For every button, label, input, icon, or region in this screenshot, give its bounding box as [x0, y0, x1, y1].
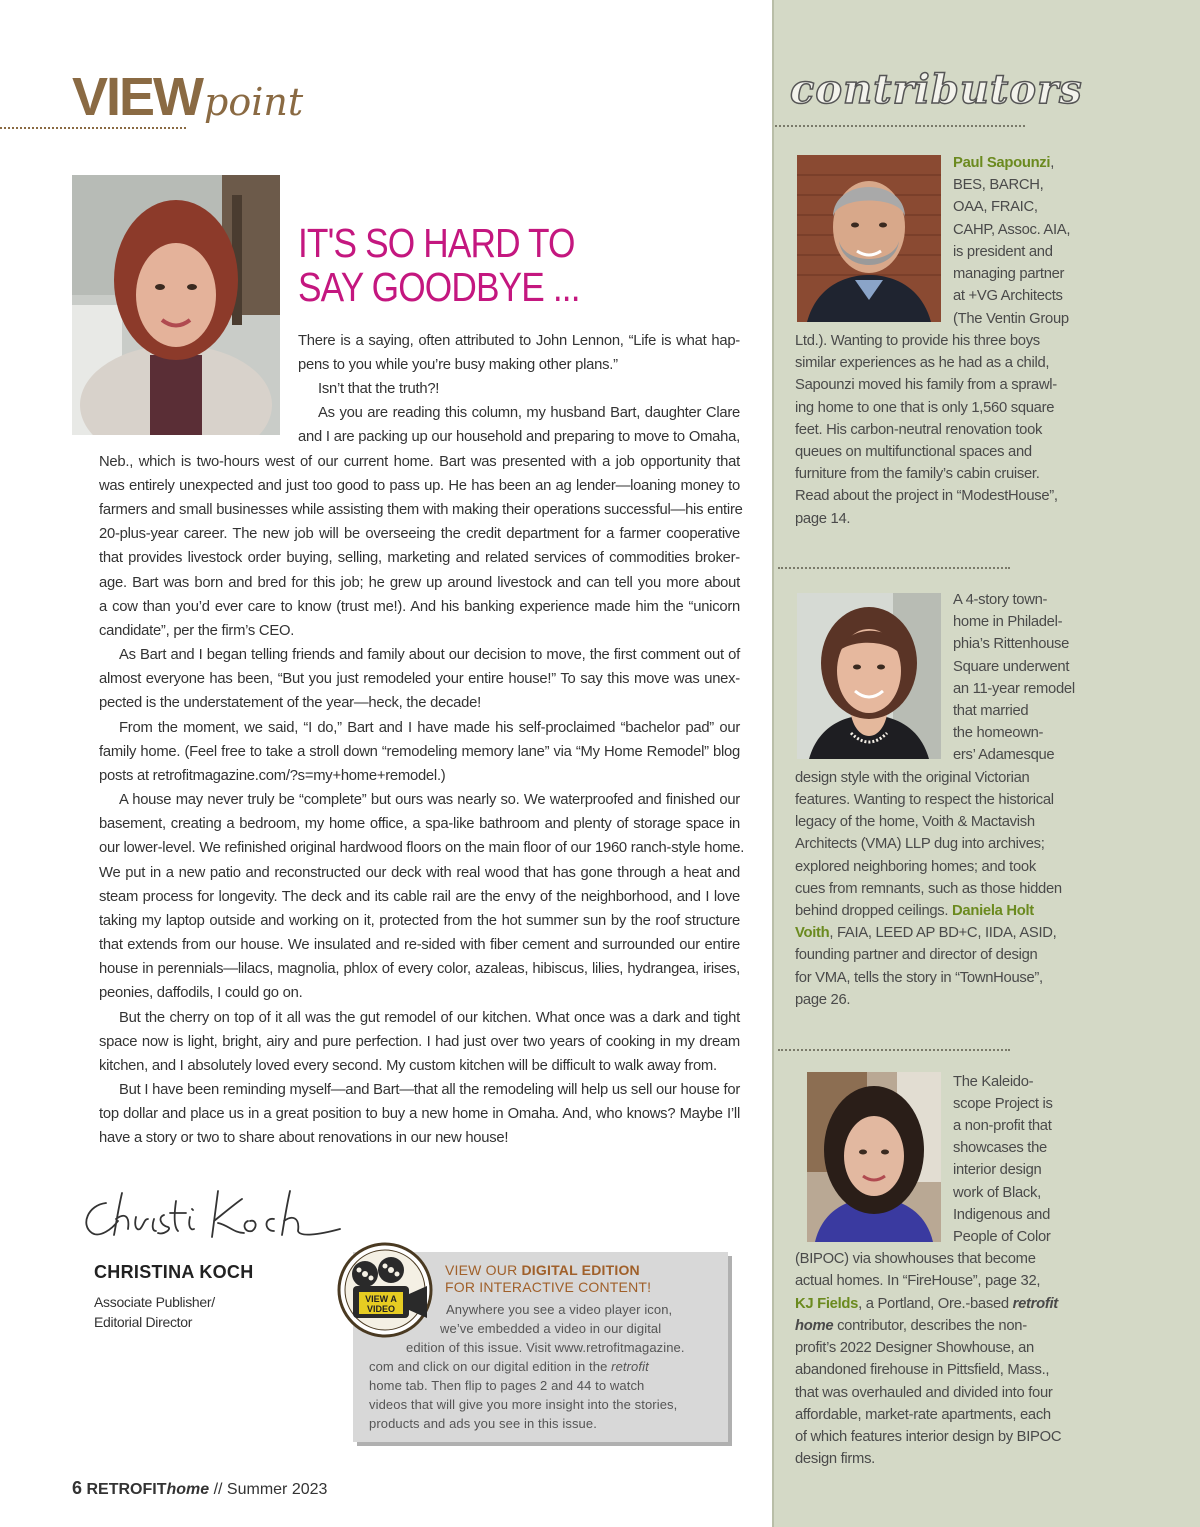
contributor-line-text: contributor, describes the non-	[833, 1318, 1027, 1334]
contributor-line: Ltd.). Wanting to provide his three boys	[795, 333, 1040, 349]
body-line: peonies, daffodils, I could go on.	[99, 985, 303, 1001]
body-line: We put in a new patio and reconstructed our deck with real wood that has gone through a heat and	[99, 865, 740, 881]
body-line: house in perennials—lilacs, magnolia, phlox of every color, azaleas, hibiscus, lilies, hydrangea, irises,	[99, 961, 740, 977]
contributor-line: ing home to one that is only 1,560 square	[795, 400, 1055, 416]
body-line: our lower-level. We refinished original hardwood floors on the main floor of our 1960 ranch-style home.	[99, 840, 745, 856]
body-line: space now is light, bright, airy and pure perfection. I had just over two years of cooking in my dream	[99, 1034, 740, 1050]
contributor-line: Indigenous and	[953, 1207, 1051, 1223]
contributor-photo	[797, 155, 941, 322]
contributor-photo	[807, 1072, 941, 1242]
author-title	[94, 1292, 254, 1332]
body-line: and I are packing up our household and preparing to move to Omaha,	[298, 429, 740, 445]
body-line: steam process for longevity. The deck and its cable rail are the envy of the neighborhood, and I love	[99, 889, 740, 905]
body-line: have a story or two to share about renovations in our new house!	[99, 1130, 509, 1146]
contributor-photo	[797, 593, 941, 759]
promo-line	[369, 1357, 649, 1376]
body-line: that provides livestock order buying, selling, marketing and related services of commodities broker-	[99, 550, 740, 566]
contributor-line: The Kaleido-	[953, 1074, 1034, 1090]
contributor-line: similar experiences as he had as a child,	[795, 355, 1050, 371]
promo-line-italic: retrofit	[611, 1359, 649, 1374]
promo-line: videos that will give you more insight into the stories,	[369, 1397, 678, 1412]
promo-line: products and ads you see in this issue.	[369, 1416, 597, 1431]
divider	[778, 1049, 1010, 1051]
contributor-line: at +VG Architects	[953, 288, 1063, 304]
contributor-line: explored neighboring homes; and took	[795, 859, 1036, 875]
contributor-line	[795, 1315, 1027, 1337]
icon-label: VIEW A	[365, 1294, 397, 1304]
body-line: pected is the understatement of the year—heck, the decade!	[99, 695, 481, 711]
contributor-line: ers’ Adamesque	[953, 747, 1055, 763]
contributor-line: of which features interior design by BIPOC	[795, 1429, 1062, 1445]
contributor-line: Square underwent	[953, 659, 1070, 675]
promo-line: home tab. Then flip to pages 2 and 44 to watch	[369, 1378, 645, 1393]
body-line: 20-plus-year career. The new job will be overseeing the credit department for a farmer cooperative	[99, 526, 740, 542]
body-line: almost everyone has been, “But you just remodeled your entire house!” To say this move was unex-	[99, 671, 740, 687]
contributor-line: page 26.	[795, 992, 851, 1008]
contributor-line: showcases the	[953, 1140, 1047, 1156]
body-line: kitchen, and I absolutely loved every second. My custom kitchen will be difficult to walk away from.	[99, 1058, 717, 1074]
author-name: CHRISTINA KOCH	[94, 1262, 254, 1282]
contributor-name: Paul Sapounzi	[953, 155, 1051, 171]
promo-line-text: com and click on our digital edition in the	[369, 1359, 612, 1374]
promo-heading-text: VIEW OUR	[445, 1262, 522, 1278]
section-header	[72, 66, 303, 128]
body-line: But I have been reminding myself—and Bart—that all the remodeling will help us sell our house for	[119, 1082, 740, 1098]
handwritten-signature	[78, 1185, 348, 1245]
contributors-title: contributors	[790, 66, 1083, 113]
section-title-point: point	[204, 80, 304, 124]
promo-heading-line: FOR INTERACTIVE CONTENT!	[445, 1279, 652, 1295]
contributor-line-text: behind dropped ceilings.	[795, 903, 953, 919]
promo-line: edition of this issue. Visit www.retrofitmagazine.	[406, 1340, 685, 1355]
body-line: that extends from our house. We insulated and re-sided with fiber cement and surrounded our entire	[99, 937, 740, 953]
contributor-line	[795, 922, 1056, 944]
contributor-line: an 11-year remodel	[953, 681, 1075, 697]
divider	[775, 125, 1025, 127]
body-line: farmers and small businesses while assisting them with making their operations successful—his entire	[99, 502, 743, 518]
body-line: pens to you while you’re busy making other plans.”	[298, 357, 618, 373]
signature-image	[78, 1185, 348, 1250]
contributor-line	[795, 900, 1034, 922]
contributor-line: furniture from the family’s cabin cruiser.	[795, 466, 1040, 482]
contributor-line: home in Philadel-	[953, 614, 1063, 630]
promo-line: Anywhere you see a video player icon,	[446, 1302, 673, 1317]
contributor-line: founding partner and director of design	[795, 947, 1038, 963]
contributor-line: affordable, market-rate apartments, each	[795, 1407, 1051, 1423]
page-footer	[72, 1478, 327, 1499]
contributor-line: (The Ventin Group	[953, 311, 1069, 327]
contributor-line: the homeown-	[953, 725, 1044, 741]
contributor-line: phia’s Rittenhouse	[953, 636, 1070, 652]
headline-line: SAY GOODBYE ...	[298, 264, 580, 310]
magazine-name-italic: home	[795, 1318, 834, 1334]
contributor-line: OAA, FRAIC,	[953, 199, 1038, 215]
contributor-line: profit’s 2022 Designer Showhouse, an	[795, 1340, 1034, 1356]
author-photo	[72, 175, 280, 435]
divider	[0, 127, 186, 129]
contributor-line: cues from remnants, such as those hidden	[795, 881, 1062, 897]
contributor-line: actual homes. In “FireHouse”, page 32,	[795, 1273, 1041, 1289]
contributor-line: Architects (VMA) LLP dug into archives;	[795, 836, 1045, 852]
page-number: 6	[72, 1478, 83, 1498]
author-title-line: Associate Publisher/	[94, 1294, 215, 1310]
author-title-line: Editorial Director	[94, 1314, 193, 1330]
magazine-name	[86, 1481, 209, 1498]
contributor-line: Read about the project in “ModestHouse”,	[795, 488, 1058, 504]
body-line: There is a saying, often attributed to John Lennon, “Life is what hap-	[298, 333, 740, 349]
magazine-name-italic: retrofit	[1012, 1296, 1058, 1312]
contributor-line: is president and	[953, 244, 1053, 260]
body-line: Neb., which is two-hours west of our current home. Bart was presented with a job opportunity that	[99, 454, 740, 470]
contributor-line: that was overhauled and divided into four	[795, 1385, 1053, 1401]
contributor-line: People of Color	[953, 1229, 1051, 1245]
body-line: a cow than you’d ever care to know (trust me!). And his banking experience made him the “unicorn	[99, 599, 740, 615]
promo-heading-bold: DIGITAL EDITION	[521, 1262, 640, 1278]
body-line: candidate”, per the firm’s CEO.	[99, 623, 295, 639]
contributor-line: managing partner	[953, 266, 1065, 282]
contributor-line	[795, 1293, 1058, 1315]
contributor-line-text: , a Portland, Ore.-based	[858, 1296, 1013, 1312]
promo-line: we’ve embedded a video in our digital	[440, 1321, 662, 1336]
magazine-name-part: RETROFIT	[86, 1481, 167, 1498]
contributor-line: CAHP, Assoc. AIA,	[953, 222, 1071, 238]
body-line: basement, creating a bedroom, my home office, a spa-like bathroom and plenty of storage space in	[99, 816, 740, 832]
contributor-line: queues on multifunctional spaces and	[795, 444, 1032, 460]
contributor-line: page 14.	[795, 511, 851, 527]
body-line: But the cherry on top of it all was the gut remodel of our kitchen. What once was a dark and tight	[119, 1010, 740, 1026]
contributor-line: legacy of the home, Voith & Mactavish	[795, 814, 1035, 830]
contributor-line: (BIPOC) via showhouses that become	[795, 1251, 1036, 1267]
body-line: Isn’t that the truth?!	[318, 381, 440, 397]
magazine-name-italic: home	[166, 1481, 210, 1498]
divider	[778, 567, 1010, 569]
contributor-line: for VMA, tells the story in “TownHouse”,	[795, 970, 1043, 986]
contributor-name: Voith	[795, 925, 830, 941]
article-headline	[298, 221, 676, 309]
contributor-line: BES, BARCH,	[953, 177, 1044, 193]
body-line: family home. (Feel free to take a stroll down “remodeling memory lane” via “My Home Remodel” blog	[99, 744, 740, 760]
body-line: taking my laptop outside and working on it, protected from the hot summer sun by the roof structure	[99, 913, 740, 929]
contributor-line: abandoned firehouse in Pittsfield, Mass.,	[795, 1362, 1050, 1378]
issue-date: // Summer 2023	[209, 1481, 328, 1498]
contributor-line: Sapounzi moved his family from a sprawl-	[795, 377, 1057, 393]
body-line: posts at retrofitmagazine.com/?s=my+home+remodel.)	[99, 768, 446, 784]
contributor-line: feet. His carbon-neutral renovation took	[795, 422, 1043, 438]
contributor-line: features. Wanting to respect the historical	[795, 792, 1054, 808]
contributor-line: interior design	[953, 1162, 1042, 1178]
contributor-line: Paul Sapounzi,	[953, 155, 1055, 171]
body-line: From the moment, we said, “I do,” Bart and I have made his self-proclaimed “bachelor pad” our	[119, 720, 740, 736]
body-line: A house may never truly be “complete” but ours was nearly so. We waterproofed and finished our	[119, 792, 740, 808]
body-line: age. Bart was born and bred for this job; he grew up around livestock and can tell you more about	[99, 575, 740, 591]
video-camera-icon[interactable]	[337, 1240, 437, 1340]
contributor-line: work of Black,	[953, 1185, 1041, 1201]
contributor-line: a non-profit that	[953, 1118, 1052, 1134]
body-line: top dollar and place us in a great position to buy a new home in Omaha. And, who knows? Maybe I’ll	[99, 1106, 740, 1122]
body-line: As you are reading this column, my husband Bart, daughter Clare	[318, 405, 740, 421]
icon-label: VIDEO	[366, 1304, 396, 1314]
contributor-line-text: , FAIA, LEED AP BD+C, IIDA, ASID,	[829, 925, 1057, 941]
section-title-view: VIEW	[72, 67, 203, 127]
contributor-line: that married	[953, 703, 1029, 719]
contributor-line: scope Project is	[953, 1096, 1053, 1112]
body-line: As Bart and I began telling friends and family about our decision to move, the first comment out of	[119, 647, 740, 663]
body-line: was entirely unexpected and just too good to pass up. He has been an ag lender—loaning money to	[99, 478, 740, 494]
contributor-name: Daniela Holt	[952, 903, 1034, 919]
contributor-name: KJ Fields	[795, 1296, 859, 1312]
headline-line: IT'S SO HARD TO	[298, 220, 575, 266]
contributor-line: A 4-story town-	[953, 592, 1048, 608]
contributor-line: design firms.	[795, 1451, 875, 1467]
promo-heading	[445, 1262, 651, 1296]
contributor-line: design style with the original Victorian	[795, 770, 1030, 786]
